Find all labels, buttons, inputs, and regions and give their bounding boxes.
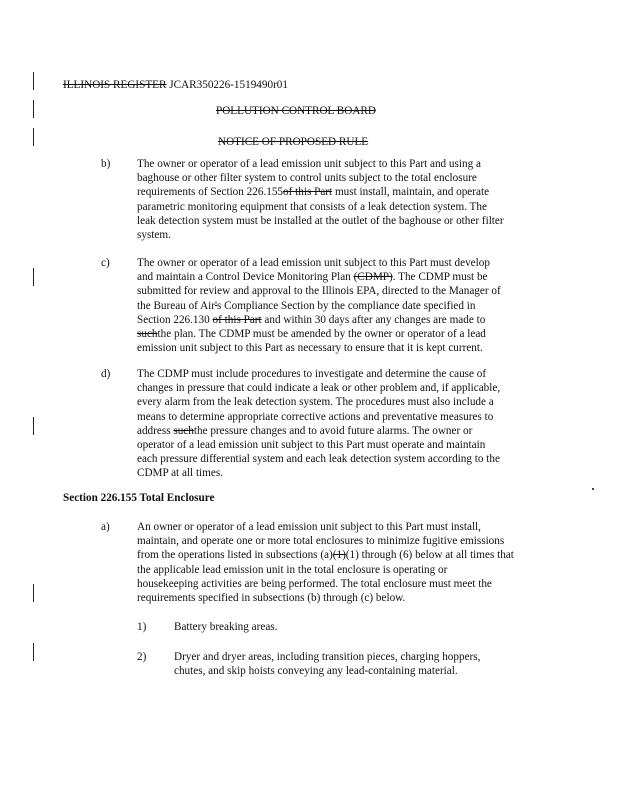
para-d-line: every alarm from the leak detection system. The procedures must also include a	[137, 396, 494, 409]
item-2-marker: 2)	[137, 651, 147, 663]
para-c-line: submitted for review and approval to the Illinois EPA, directed to the Manager of	[137, 285, 501, 298]
para-d-line: operator of a lead emission unit subject to this Part must operate and maintain	[137, 439, 486, 452]
para-c-struck: of this Part	[212, 313, 262, 326]
para-c-text: Section 226.130	[137, 313, 213, 326]
para-c-text: and within 30 days after any changes are made to	[261, 313, 486, 326]
change-bar	[33, 584, 34, 602]
para-a-line: the applicable lead emission unit in the total enclosure is operating or	[137, 563, 448, 576]
para-b-text: requirements of Section 226.155	[137, 186, 284, 199]
para-c-text: the Bureau of Air	[137, 299, 215, 312]
para-d-text: address	[137, 424, 174, 437]
change-bar	[33, 72, 34, 90]
para-a-line: housekeeping activities are being performed. The total enclosure must meet the	[137, 577, 492, 590]
para-c-line	[137, 299, 537, 313]
item-2	[174, 650, 480, 678]
register-struck-text: ILLINOIS REGISTER	[63, 79, 167, 91]
register-id: JCAR350226-1519490r01	[169, 79, 288, 91]
para-c-struck: (CDMP)	[353, 271, 393, 284]
para-c-marker: c)	[101, 257, 110, 269]
para-d-marker: d)	[101, 368, 111, 380]
para-c-line	[137, 270, 537, 284]
scan-speck	[592, 488, 594, 490]
item-2-line: Dryer and dryer areas, including transition pieces, charging hoppers,	[174, 651, 481, 663]
para-c-line: emission unit subject to this Part as necessary to ensure that it is kept current.	[137, 342, 483, 355]
para-b-line	[137, 185, 537, 199]
para-c-struck: such	[137, 328, 158, 341]
para-d-line: The CDMP must include procedures to investigate and determine the cause of	[137, 368, 487, 380]
para-c-line: The owner or operator of a lead emission unit subject to this Part must develop	[137, 257, 490, 269]
board-title: POLLUTION CONTROL BOARD	[216, 105, 376, 117]
change-bar	[33, 643, 34, 661]
notice-title: NOTICE OF PROPOSED RULE	[218, 136, 369, 148]
change-bar	[33, 128, 34, 146]
para-c-text: the plan. The CDMP must be amended by the owner or operator of a lead	[157, 328, 486, 341]
para-c	[137, 256, 537, 355]
para-a-text: (1) through (6) below at all times that	[345, 549, 514, 562]
para-c-text: and maintain a Control Device Monitoring Plan	[137, 271, 354, 284]
para-c-text: s Compliance Section by the compliance date specified in	[217, 299, 476, 312]
para-a-line: An owner or operator of a lead emission unit subject to this Part must install,	[137, 521, 481, 533]
para-b-line: baghouse or other filter system to control units subject to the total enclosure	[137, 172, 477, 185]
change-bar	[33, 417, 34, 435]
item-2-line: chutes, and skip hoists conveying any lead-containing material.	[174, 665, 458, 678]
para-b-text: must install, maintain, and operate	[332, 186, 490, 199]
para-d-line: CDMP at all times.	[137, 467, 223, 480]
item-1	[174, 620, 277, 634]
change-bar	[33, 268, 34, 286]
para-d-line: each pressure differential system and each leak detection system according to the	[137, 453, 500, 466]
para-b-struck: of this Part	[283, 186, 333, 199]
para-b-line: system.	[137, 229, 171, 242]
para-a-line: maintain, and operate one or more total enclosures to minimize fugitive emissions	[137, 535, 505, 548]
para-b	[137, 157, 537, 242]
register-header	[63, 78, 288, 92]
para-c-text: . The CDMP must be	[392, 271, 488, 284]
para-a-struck: (1)	[332, 549, 346, 562]
para-a	[137, 520, 537, 605]
para-b-marker: b)	[101, 158, 111, 170]
item-1-line: Battery breaking areas.	[174, 621, 278, 633]
section-heading: Section 226.155 Total Enclosure	[63, 492, 215, 504]
para-d-line: means to determine appropriate corrective actions and preventative measures to	[137, 410, 494, 423]
para-a-text: from the operations listed in subsections (a)	[137, 549, 333, 562]
item-1-marker: 1)	[137, 621, 147, 633]
change-bar	[33, 100, 34, 118]
para-c-line	[137, 327, 537, 341]
para-b-line: parametric monitoring equipment that consists of a leak detection system. The	[137, 200, 487, 213]
para-a-line	[137, 548, 537, 562]
para-b-line: The owner or operator of a lead emission unit subject to this Part and using a	[137, 158, 481, 170]
para-d-text: the pressure changes and to avoid future alarms. The owner or	[193, 424, 473, 437]
para-b-line: leak detection system must be installed at the outlet of the baghouse or other filter	[137, 214, 504, 227]
para-d-line	[137, 424, 537, 438]
para-d-line: changes in pressure that could indicate a leak or other problem and, if applicable,	[137, 382, 501, 395]
para-c-struck: '	[214, 299, 218, 312]
para-a-marker: a)	[101, 521, 110, 533]
para-d	[137, 367, 537, 481]
para-a-line: requirements specified in subsections (b) through (c) below.	[137, 592, 406, 605]
para-d-struck: such	[173, 424, 194, 437]
para-c-line	[137, 313, 537, 327]
